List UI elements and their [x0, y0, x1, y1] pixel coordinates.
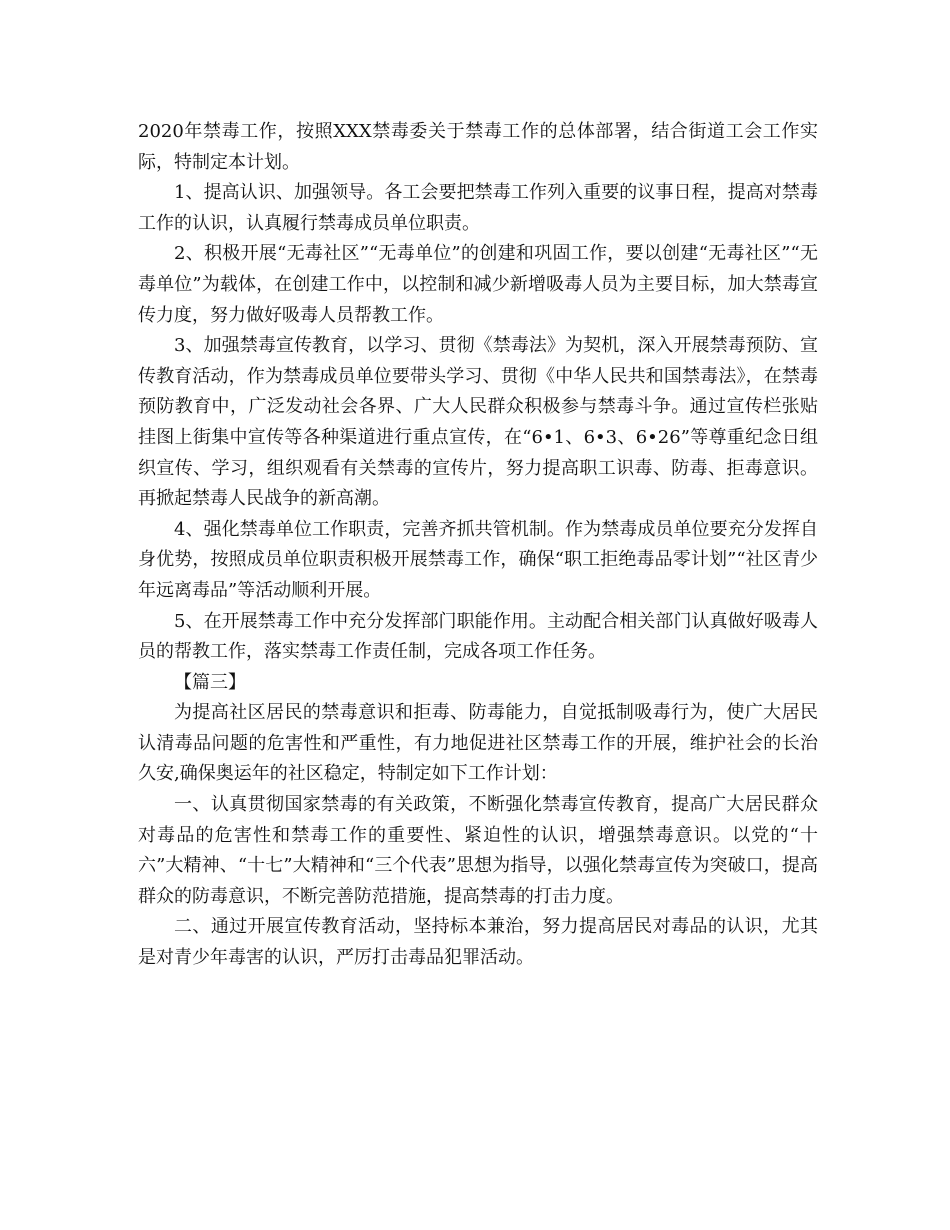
paragraph-part-three-item-2: 二、通过开展宣传教育活动，坚持标本兼治，努力提高居民对毒品的认识，尤其是对青少年毒害的认识，严厉打击毒品犯罪活动。 [138, 916, 818, 969]
paragraph-part-three-intro: 为提高社区居民的禁毒意识和拒毒、防毒能力，自觉抵制吸毒行为，使广大居民认清毒品问题的危害性和严重性，有力地促进社区禁毒工作的开展，维护社会的长治久安,确保奥运年的社区稳定，特制定如下工作计划： [138, 702, 818, 785]
paragraph-item-3: 3、加强禁毒宣传教育，以学习、贯彻《禁毒法》为契机，深入开展禁毒预防、宣传教育活动，作为禁毒成员单位要带头学习、贯彻《中华人民共和国禁毒法》，在禁毒预防教育中，广泛发动社会各界、广大人民群众积极参与禁毒斗争。通过宣传栏张贴挂图上街集中宣传等各种渠道进行重点宣传，在“6•1、6•3、6•26”等尊重纪念日组织宣传、学习，组织观看有关禁毒的宣传片，努力提高职工识毒、防毒、拒毒意识。再掀起禁毒人民战争的新高潮。 [138, 335, 818, 510]
paragraph-item-1: 1、提高认识、加强领导。各工会要把禁毒工作列入重要的议事日程，提高对禁毒工作的认识，认真履行禁毒成员单位职责。 [138, 182, 818, 234]
paragraph-item-5: 5、在开展禁毒工作中充分发挥部门职能作用。主动配合相关部门认真做好吸毒人员的帮教工作，落实禁毒工作责任制，完成各项工作任务。 [138, 610, 818, 663]
paragraph-intro: 2020年禁毒工作，按照XXX禁毒委关于禁毒工作的总体部署，结合街道工会工作实际，特制定本计划。 [138, 121, 818, 173]
paragraph-item-2: 2、积极开展“无毒社区”“无毒单位”的创建和巩固工作，要以创建“无毒社区”“无毒单位”为载体，在创建工作中，以控制和减少新增吸毒人员为主要目标，加大禁毒宣传力度，努力做好吸毒人员帮教工作。 [138, 243, 818, 326]
paragraph-item-4: 4、强化禁毒单位工作职责，完善齐抓共管机制。作为禁毒成员单位要充分发挥自身优势，按照成员单位职责积极开展禁毒工作，确保“职工拒绝毒品零计划”“社区青少年远离毒品”等活动顺利开展。 [138, 518, 818, 601]
paragraph-part-three-item-1: 一、认真贯彻国家禁毒的有关政策，不断强化禁毒宣传教育，提高广大居民群众对毒品的危害性和禁毒工作的重要性、紧迫性的认识，增强禁毒意识。以党的“十六”大精神、“十七”大精神和“三个代表”思想为指导，以强化禁毒宣传为突破口，提高群众的防毒意识，不断完善防范措施，提高禁毒的打击力度。 [138, 794, 818, 907]
document-body [138, 117, 818, 974]
section-heading-part-three: 【篇三】 [174, 671, 246, 693]
